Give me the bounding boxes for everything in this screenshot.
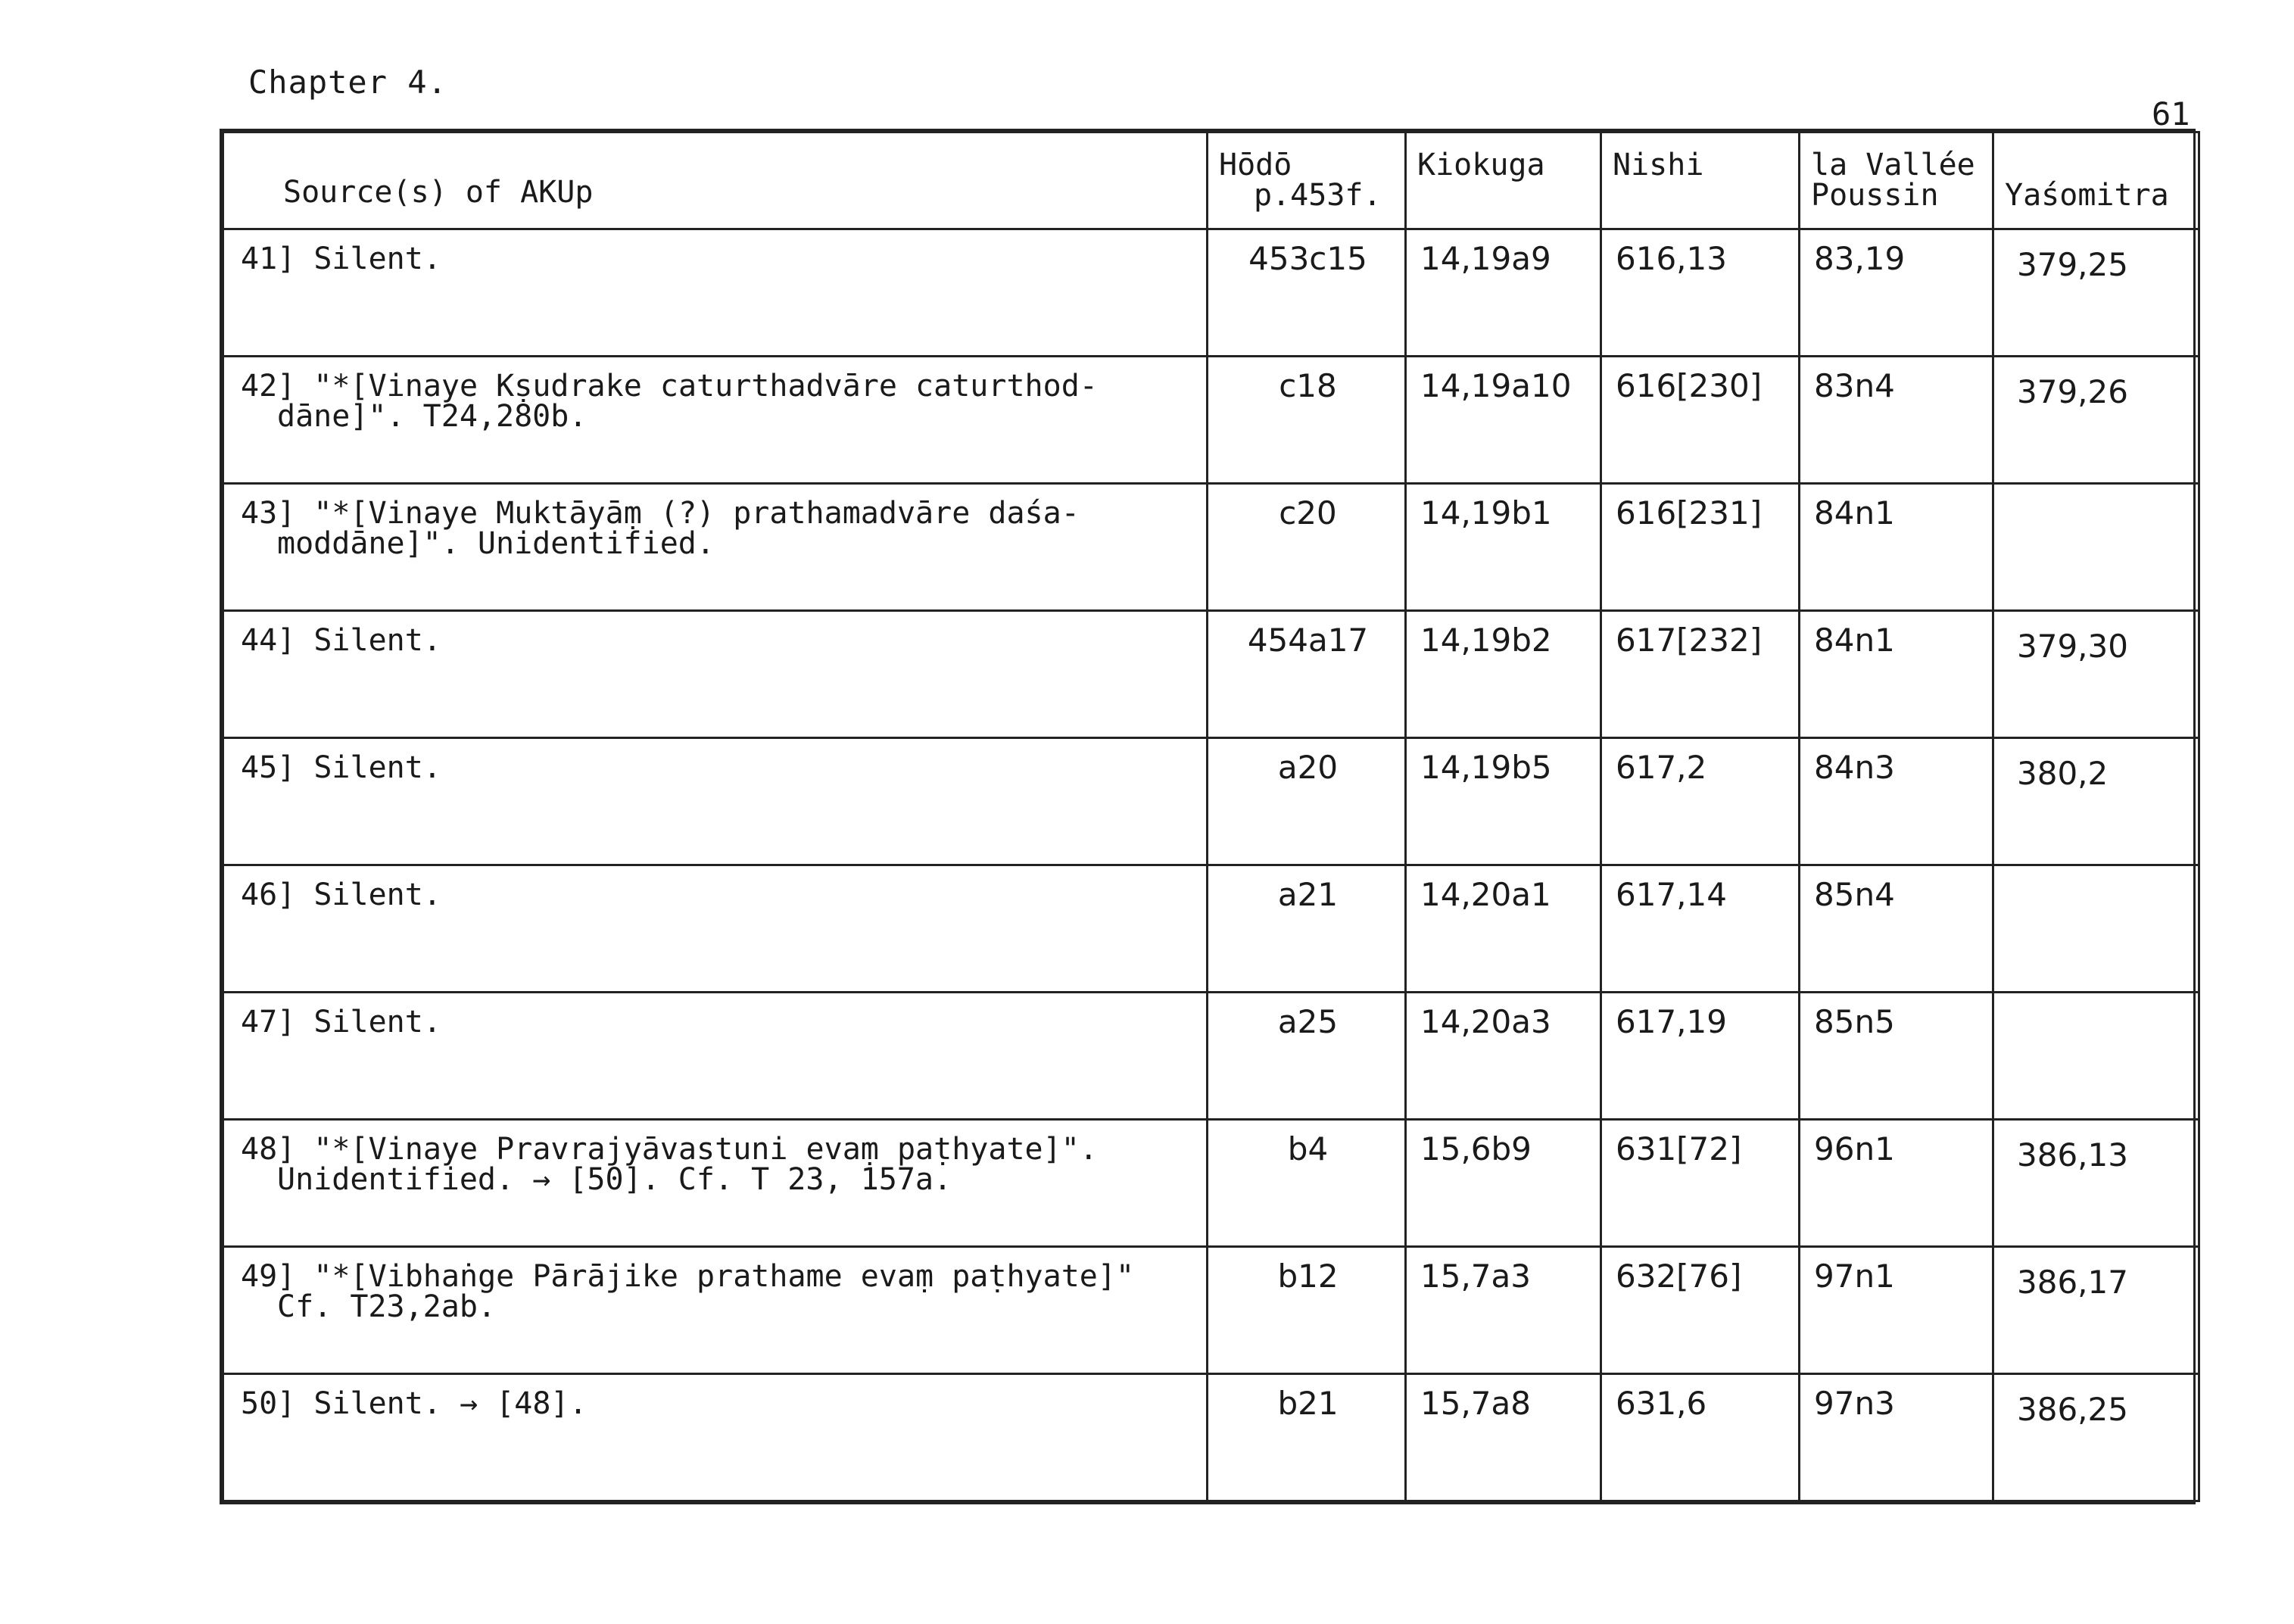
nishi-cell: 617[232] (1601, 611, 1800, 738)
table-row (223, 993, 2199, 1120)
table-row (223, 611, 2199, 738)
source-cell (223, 993, 1208, 1120)
lvp-cell: 96n1 (1800, 1120, 1993, 1247)
header-kiokuga-label: Kiokuga (1417, 148, 1545, 182)
table-row (223, 1120, 2199, 1247)
source-cell (223, 1120, 1208, 1247)
hodo-cell: a25 (1208, 993, 1406, 1120)
hodo-cell: a21 (1208, 865, 1406, 993)
lvp-cell: 97n1 (1800, 1247, 1993, 1374)
nishi-cell: 631,6 (1601, 1374, 1800, 1501)
yasomitra-cell: 379,25 (1993, 229, 2199, 357)
header-kiokuga (1406, 132, 1601, 229)
hodo-cell: c18 (1208, 357, 1406, 484)
source-cell (223, 738, 1208, 865)
source-cell (223, 484, 1208, 611)
yasomitra-cell: 379,30 (1993, 611, 2199, 738)
header-hodo (1208, 132, 1406, 229)
lvp-cell: 83n4 (1800, 357, 1993, 484)
yasomitra-cell: 380,2 (1993, 738, 2199, 865)
header-nishi (1601, 132, 1800, 229)
source-line: 49] "*[Vibhaṅge Pārājike prathame evaṃ paṭhyate]" (241, 1259, 1135, 1294)
kiokuga-cell: 15,7a3 (1406, 1247, 1601, 1374)
yasomitra-cell: 386,25 (1993, 1374, 2199, 1501)
header-lvp-line2: Poussin (1811, 178, 1939, 213)
header-yasomitra (1993, 132, 2199, 229)
source-line-continued: moddāne]". Unidentified. (277, 526, 715, 561)
source-line: 42] "*[Vinaye Kṣudrake caturthadvāre caturthod- (241, 369, 1098, 404)
table-header-row (223, 132, 2199, 229)
source-cell (223, 611, 1208, 738)
sources-table (220, 129, 2196, 1504)
lvp-cell: 83,19 (1800, 229, 1993, 357)
header-la-vallee-poussin (1800, 132, 1993, 229)
table-row (223, 1247, 2199, 1374)
lvp-cell: 85n4 (1800, 865, 1993, 993)
kiokuga-cell: 14,19a9 (1406, 229, 1601, 357)
header-hodo-subtitle: p.453f. (1254, 178, 1382, 213)
nishi-cell: 632[76] (1601, 1247, 1800, 1374)
kiokuga-cell: 15,7a8 (1406, 1374, 1601, 1501)
source-cell (223, 865, 1208, 993)
nishi-cell: 616[231] (1601, 484, 1800, 611)
kiokuga-cell: 14,19a10 (1406, 357, 1601, 484)
table-row (223, 357, 2199, 484)
kiokuga-cell: 14,20a1 (1406, 865, 1601, 993)
table-row (223, 484, 2199, 611)
source-cell (223, 357, 1208, 484)
source-cell (223, 1247, 1208, 1374)
lvp-cell: 84n1 (1800, 484, 1993, 611)
lvp-cell: 85n5 (1800, 993, 1993, 1120)
yasomitra-cell (1993, 484, 2199, 611)
lvp-cell: 84n1 (1800, 611, 1993, 738)
table-row (223, 738, 2199, 865)
hodo-cell: 454a17 (1208, 611, 1406, 738)
nishi-cell: 617,19 (1601, 993, 1800, 1120)
hodo-cell: b21 (1208, 1374, 1406, 1501)
kiokuga-cell: 14,19b5 (1406, 738, 1601, 865)
yasomitra-cell: 386,13 (1993, 1120, 2199, 1247)
source-line-continued: dāne]". T24,280b. (277, 399, 588, 434)
yasomitra-cell: 379,26 (1993, 357, 2199, 484)
kiokuga-cell: 15,6b9 (1406, 1120, 1601, 1247)
kiokuga-cell: 14,20a3 (1406, 993, 1601, 1120)
table-row (223, 229, 2199, 357)
source-line-continued: Unidentified. → [50]. Cf. T 23, 157a. (277, 1162, 952, 1197)
source-line-continued: Cf. T23,2ab. (277, 1289, 496, 1324)
hodo-cell: c20 (1208, 484, 1406, 611)
hodo-cell: 453c15 (1208, 229, 1406, 357)
nishi-cell: 616,13 (1601, 229, 1800, 357)
nishi-cell: 617,14 (1601, 865, 1800, 993)
source-line: 48] "*[Vinaye Pravrajyāvastuni evaṃ paṭhyate]". (241, 1132, 1098, 1167)
hodo-cell: a20 (1208, 738, 1406, 865)
hodo-cell: b12 (1208, 1247, 1406, 1374)
yasomitra-cell: 386,17 (1993, 1247, 2199, 1374)
source-line: 41] Silent. (241, 242, 441, 276)
source-cell (223, 229, 1208, 357)
source-line: 44] Silent. (241, 623, 441, 658)
page-number: 61 (2152, 95, 2190, 132)
source-line: 46] Silent. (241, 877, 441, 912)
source-cell (223, 1374, 1208, 1501)
nishi-cell: 631[72] (1601, 1120, 1800, 1247)
yasomitra-cell (1993, 993, 2199, 1120)
hodo-cell: b4 (1208, 1120, 1406, 1247)
header-source-label: Source(s) of AKUp (283, 175, 594, 210)
header-source (223, 132, 1208, 229)
kiokuga-cell: 14,19b1 (1406, 484, 1601, 611)
source-line: 45] Silent. (241, 750, 441, 785)
nishi-cell: 616[230] (1601, 357, 1800, 484)
nishi-cell: 617,2 (1601, 738, 1800, 865)
table-row (223, 1374, 2199, 1501)
header-hodo-title: Hōdō (1219, 148, 1292, 182)
header-lvp-line1: la Vallée (1811, 148, 1975, 182)
lvp-cell: 84n3 (1800, 738, 1993, 865)
yasomitra-cell (1993, 865, 2199, 993)
source-line: 50] Silent. → [48]. (241, 1386, 588, 1421)
kiokuga-cell: 14,19b2 (1406, 611, 1601, 738)
header-nishi-label: Nishi (1613, 148, 1704, 182)
source-line: 47] Silent. (241, 1005, 441, 1040)
lvp-cell: 97n3 (1800, 1374, 1993, 1501)
source-line: 43] "*[Vinaye Muktāyāṃ (?) prathamadvāre daśa- (241, 496, 1080, 531)
table-row (223, 865, 2199, 993)
header-yasomitra-label: Yaśomitra (2005, 178, 2169, 213)
chapter-heading: Chapter 4. (248, 64, 447, 101)
